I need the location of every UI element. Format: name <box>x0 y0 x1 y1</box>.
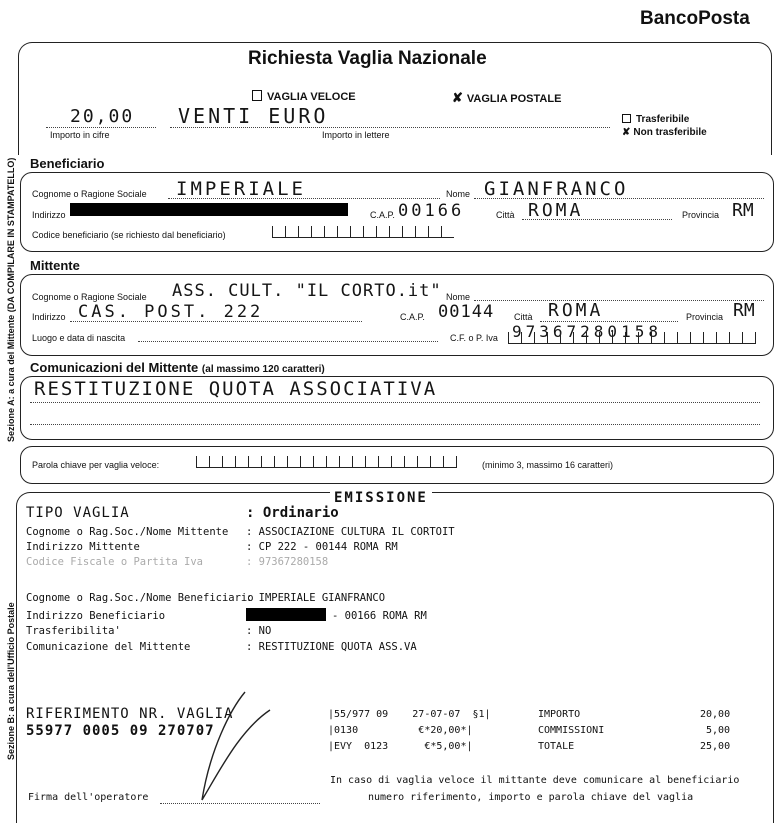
checkbox-veloce[interactable] <box>252 90 262 101</box>
total-value: 20,00 <box>700 709 731 720</box>
row-label: Comunicazione del Mittente <box>26 641 191 653</box>
comunicazioni-heading <box>30 360 325 375</box>
emissione-row <box>26 556 328 568</box>
brand-part2: Posta <box>698 8 750 29</box>
stamp-line: |55/977 09 27-07-07 §1| <box>328 709 491 720</box>
mit-cf-label: C.F. o P. Iva <box>450 333 498 343</box>
mit-cap-value[interactable]: 00144 <box>438 302 495 322</box>
mit-cf-combs <box>508 332 756 344</box>
mit-luogo-label: Luogo e data di nascita <box>32 333 126 343</box>
mit-citta-value[interactable]: ROMA <box>548 300 604 321</box>
comunicazioni-title: Comunicazioni del Mittente <box>30 360 199 375</box>
comunicazioni-value[interactable]: RESTITUZIONE QUOTA ASSOCIATIVA <box>34 378 438 400</box>
row-label: Indirizzo Mittente <box>26 541 140 553</box>
ben-address-redacted <box>246 608 326 621</box>
total-label: COMMISSIONI <box>538 725 605 736</box>
ben-cognome-label: Cognome o Ragione Sociale <box>32 189 147 199</box>
mittente-heading: Mittente <box>30 258 80 273</box>
mit-cognome-value[interactable]: ASS. CULT. "IL CORTO.it" <box>172 281 442 301</box>
ben-cap-label: C.A.P. <box>370 210 395 220</box>
option-trasferibile[interactable] <box>622 114 689 125</box>
row-label: Cognome o Rag.Soc./Nome Mittente <box>26 526 229 538</box>
parola-label: Parola chiave per vaglia veloce: <box>32 460 160 470</box>
firma-label: Firma dell'operatore <box>28 792 149 803</box>
mit-provincia-label: Provincia <box>686 312 724 322</box>
amount-figures-line <box>46 127 156 128</box>
ben-codice-combs[interactable] <box>272 226 454 238</box>
row-label: Trasferibilita' <box>26 625 121 637</box>
brand-logo <box>640 8 750 30</box>
amount-words-value[interactable]: VENTI EURO <box>178 104 329 128</box>
option-non-trasferibile[interactable] <box>622 127 707 138</box>
ben-indirizzo-label: Indirizzo <box>32 210 66 220</box>
mit-luogo-line <box>138 341 438 342</box>
postale-label: VAGLIA POSTALE <box>466 93 562 105</box>
comunicazioni-note: (al massimo 120 caratteri) <box>201 364 325 375</box>
mit-indirizzo-value[interactable]: CAS. POST. 222 <box>78 302 264 322</box>
footer-note-1: In caso di vaglia veloce il mittante deve comunicare al beneficiario <box>330 775 740 786</box>
row-label: Cognome o Rag.Soc./Nome Beneficiario <box>26 592 254 604</box>
mit-cognome-label: Cognome o Ragione Sociale <box>32 292 147 302</box>
amount-figures-label: Importo in cifre <box>50 130 110 140</box>
total-value: 5,00 <box>706 725 731 736</box>
row-value: : CP 222 - 00144 ROMA RM <box>246 541 398 553</box>
ben-nome-line <box>474 198 764 199</box>
emissione-row <box>26 608 427 622</box>
row-label: Indirizzo Beneficiario <box>26 610 166 622</box>
mit-nome-line <box>474 300 764 301</box>
checkbox-non-trasferibile-checked-icon[interactable]: ✘ <box>622 127 631 138</box>
ben-cognome-value[interactable]: IMPERIALE <box>176 178 306 200</box>
total-label: IMPORTO <box>538 709 581 720</box>
amount-words-line <box>170 127 610 128</box>
row-value: : IMPERIALE GIANFRANCO <box>246 592 386 604</box>
side-label-b: Sezione B: a cura dell'Ufficio Postale <box>6 602 16 760</box>
mit-cap-label: C.A.P. <box>400 312 425 322</box>
veloce-label: VAGLIA VELOCE <box>267 91 356 103</box>
option-vaglia-veloce[interactable] <box>252 90 356 103</box>
mit-cf-value[interactable]: 97367280158 <box>512 322 662 341</box>
ben-citta-value[interactable]: ROMA <box>528 200 584 221</box>
ben-citta-line <box>522 219 672 220</box>
ben-codice-label: Codice beneficiario (se richiesto dal beneficiario) <box>32 230 226 240</box>
ben-cap-value[interactable]: 00166 <box>398 201 465 221</box>
riferimento-number: 55977 0005 09 270707 <box>26 723 215 739</box>
amount-words-label: Importo in lettere <box>322 130 390 140</box>
option-vaglia-postale[interactable] <box>452 90 561 106</box>
emissione-row <box>26 541 398 553</box>
amount-figures-value[interactable]: 20,00 <box>70 106 135 127</box>
emissione-row <box>26 641 417 653</box>
ben-provincia-label: Provincia <box>682 210 720 220</box>
parola-note: (minimo 3, massimo 16 caratteri) <box>482 460 614 470</box>
tipo-vaglia-value: : Ordinario <box>246 505 339 521</box>
row-value: - 00166 ROMA RM <box>332 610 427 622</box>
ben-citta-label: Città <box>496 210 515 220</box>
tipo-vaglia-label: TIPO VAGLIA <box>26 505 130 521</box>
total-label: TOTALE <box>538 741 575 752</box>
stamp-line: |0130 €*20,00*| <box>328 725 473 736</box>
emissione-heading: EMISSIONE <box>330 490 432 506</box>
ben-provincia-value[interactable]: RM <box>732 200 754 221</box>
row-value: : ASSOCIAZIONE CULTURA IL CORTOIT <box>246 526 455 538</box>
side-label-a: Sezione A: a cura del Mittente (DA COMPILARE IN STAMPATELLO) <box>6 157 16 442</box>
row-value: : 97367280158 <box>246 556 329 568</box>
beneficiario-heading: Beneficiario <box>30 156 105 171</box>
brand-part1: Banco <box>640 8 699 29</box>
row-value: : RESTITUZIONE QUOTA ASS.VA <box>246 641 417 653</box>
trasferibile-label: Trasferibile <box>636 114 690 125</box>
emissione-row <box>26 592 385 604</box>
parola-combs[interactable] <box>196 456 457 468</box>
comunicazioni-line-2 <box>30 424 760 425</box>
mit-provincia-value[interactable]: RM <box>733 300 755 321</box>
checkbox-postale-checked-icon[interactable]: ✘ <box>452 90 463 105</box>
footer-note-2: numero riferimento, importo e parola chiave del vaglia <box>368 792 694 803</box>
stamp-line: |EVY 0123 €*5,00*| <box>328 741 473 752</box>
mit-nome-label: Nome <box>446 292 471 302</box>
row-label: Codice Fiscale o Partita Iva <box>26 556 204 568</box>
mit-indirizzo-label: Indirizzo <box>32 312 66 322</box>
comunicazioni-line-1 <box>30 402 760 403</box>
non-trasferibile-label: Non trasferibile <box>633 127 707 138</box>
emissione-row <box>26 526 455 538</box>
ben-nome-value[interactable]: GIANFRANCO <box>484 178 629 200</box>
total-value: 25,00 <box>700 741 731 752</box>
page-title: Richiesta Vaglia Nazionale <box>248 48 487 69</box>
emissione-row <box>26 625 271 637</box>
checkbox-trasferibile[interactable] <box>622 114 631 123</box>
ben-nome-label: Nome <box>446 189 471 199</box>
mit-citta-label: Città <box>514 312 533 322</box>
row-value: : NO <box>246 625 272 637</box>
ben-cognome-line <box>168 198 440 199</box>
operator-signature <box>190 690 280 810</box>
mit-indirizzo-line <box>70 321 362 322</box>
riferimento-label: RIFERIMENTO NR. VAGLIA <box>26 706 234 722</box>
ben-indirizzo-redacted <box>70 203 348 216</box>
